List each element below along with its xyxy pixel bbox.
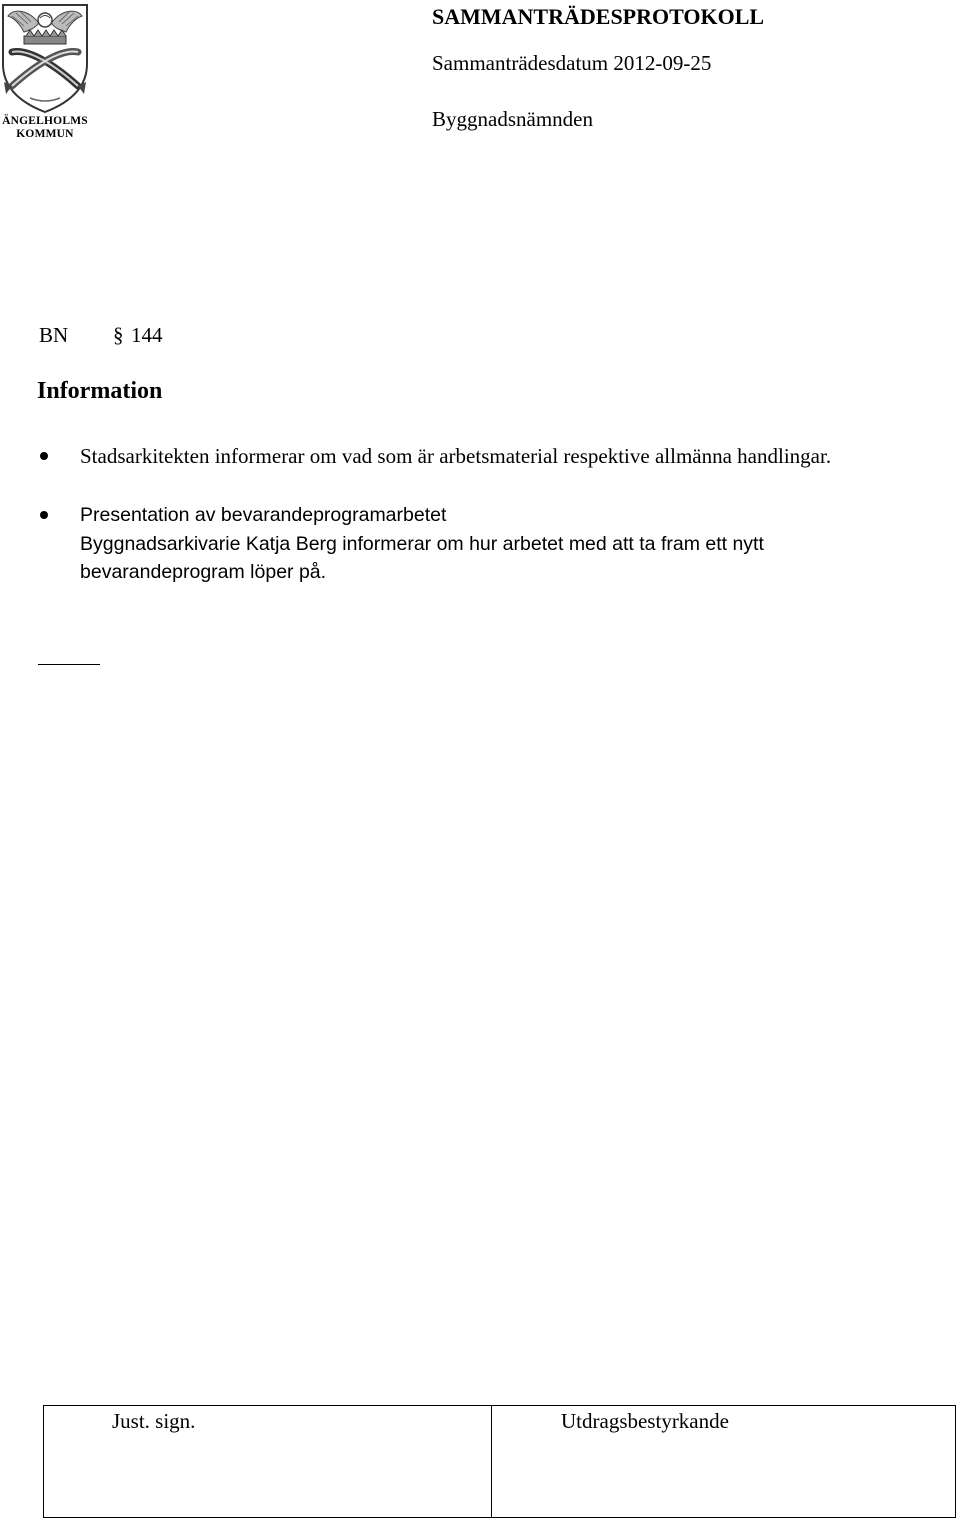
list-item — [80, 442, 831, 471]
signature-label: Just. sign. — [112, 1409, 196, 1433]
section-divider — [38, 664, 100, 665]
municipality-logo — [0, 2, 92, 144]
paragraph-prefix: BN — [39, 323, 69, 347]
document-title: SAMMANTRÄDESPROTOKOLL — [432, 4, 765, 29]
list-item-line: Stadsarkitekten informerar om vad som är arbetsmaterial respektive allmänna handlingar. — [80, 444, 832, 468]
paragraph-number: 144 — [131, 323, 163, 347]
list-item-line: bevarandeprogram löper på. — [80, 561, 327, 583]
list-item-line: Byggnadsarkivarie Katja Berg informerar om hur arbetet med att ta fram ett nytt — [80, 532, 764, 555]
signature-table — [43, 1405, 956, 1518]
board-name: Byggnadsnämnden — [432, 107, 593, 131]
meeting-date: Sammanträdesdatum 2012-09-25 — [432, 51, 712, 75]
coat-of-arms-icon — [0, 2, 92, 114]
bullet-icon — [40, 452, 48, 460]
certification-label: Utdragsbestyrkande — [561, 1409, 729, 1433]
table-divider — [491, 1406, 492, 1517]
list-item — [80, 501, 764, 587]
section-heading: Information — [37, 378, 163, 404]
bullet-icon — [40, 511, 48, 519]
section-symbol: § — [113, 323, 124, 347]
list-item-line: Presentation av bevarandeprogramarbetet — [80, 504, 447, 526]
logo-text-line1: ÄNGELHOLMS — [2, 115, 88, 127]
logo-text-line2: KOMMUN — [16, 128, 74, 140]
